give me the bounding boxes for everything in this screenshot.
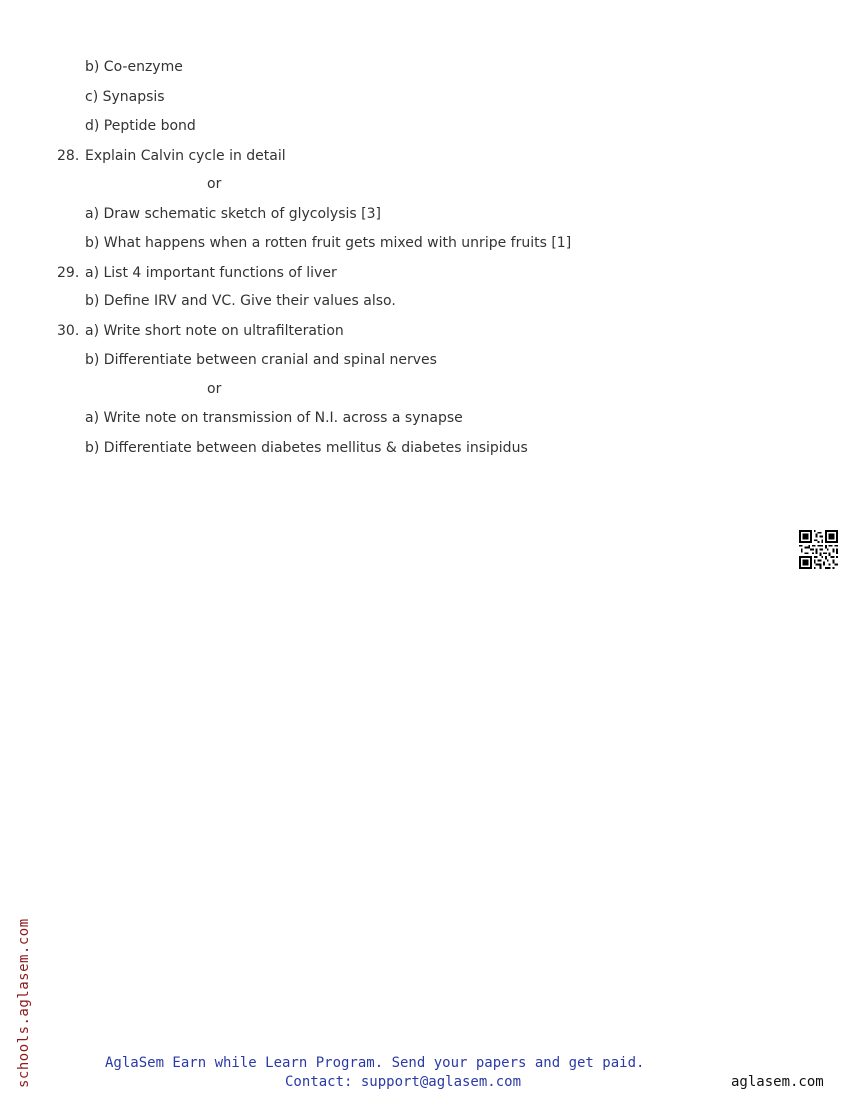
question-number-30: 30. [57, 323, 80, 339]
question-number-29: 29. [57, 265, 80, 281]
qr-code-icon [799, 530, 838, 569]
question-30-alt-a: a) Write note on transmission of N.I. across a synapse [85, 410, 463, 426]
footer-site: aglasem.com [731, 1074, 824, 1090]
or-divider: or [207, 176, 222, 192]
question-30-a: a) Write short note on ultrafilteration [85, 323, 344, 339]
footer-promo: AglaSem Earn while Learn Program. Send your papers and get paid. [105, 1055, 645, 1071]
option-c-synapsis: c) Synapsis [85, 89, 165, 105]
side-watermark: schools.aglasem.com [16, 918, 32, 1088]
option-b-coenzyme: b) Co-enzyme [85, 59, 183, 75]
question-28-text: Explain Calvin cycle in detail [85, 148, 286, 164]
question-30-b: b) Differentiate between cranial and spinal nerves [85, 352, 437, 368]
question-28-alt-a: a) Draw schematic sketch of glycolysis [3] [85, 206, 381, 222]
question-29-a: a) List 4 important functions of liver [85, 265, 337, 281]
footer-contact: Contact: support@aglasem.com [285, 1074, 522, 1090]
question-30-alt-b: b) Differentiate between diabetes mellitus & diabetes insipidus [85, 440, 528, 456]
question-number-28: 28. [57, 148, 80, 164]
question-29-b: b) Define IRV and VC. Give their values also. [85, 293, 396, 309]
option-d-peptide-bond: d) Peptide bond [85, 118, 196, 134]
question-28-alt-b: b) What happens when a rotten fruit gets mixed with unripe fruits [1] [85, 235, 572, 251]
or-divider: or [207, 381, 222, 397]
